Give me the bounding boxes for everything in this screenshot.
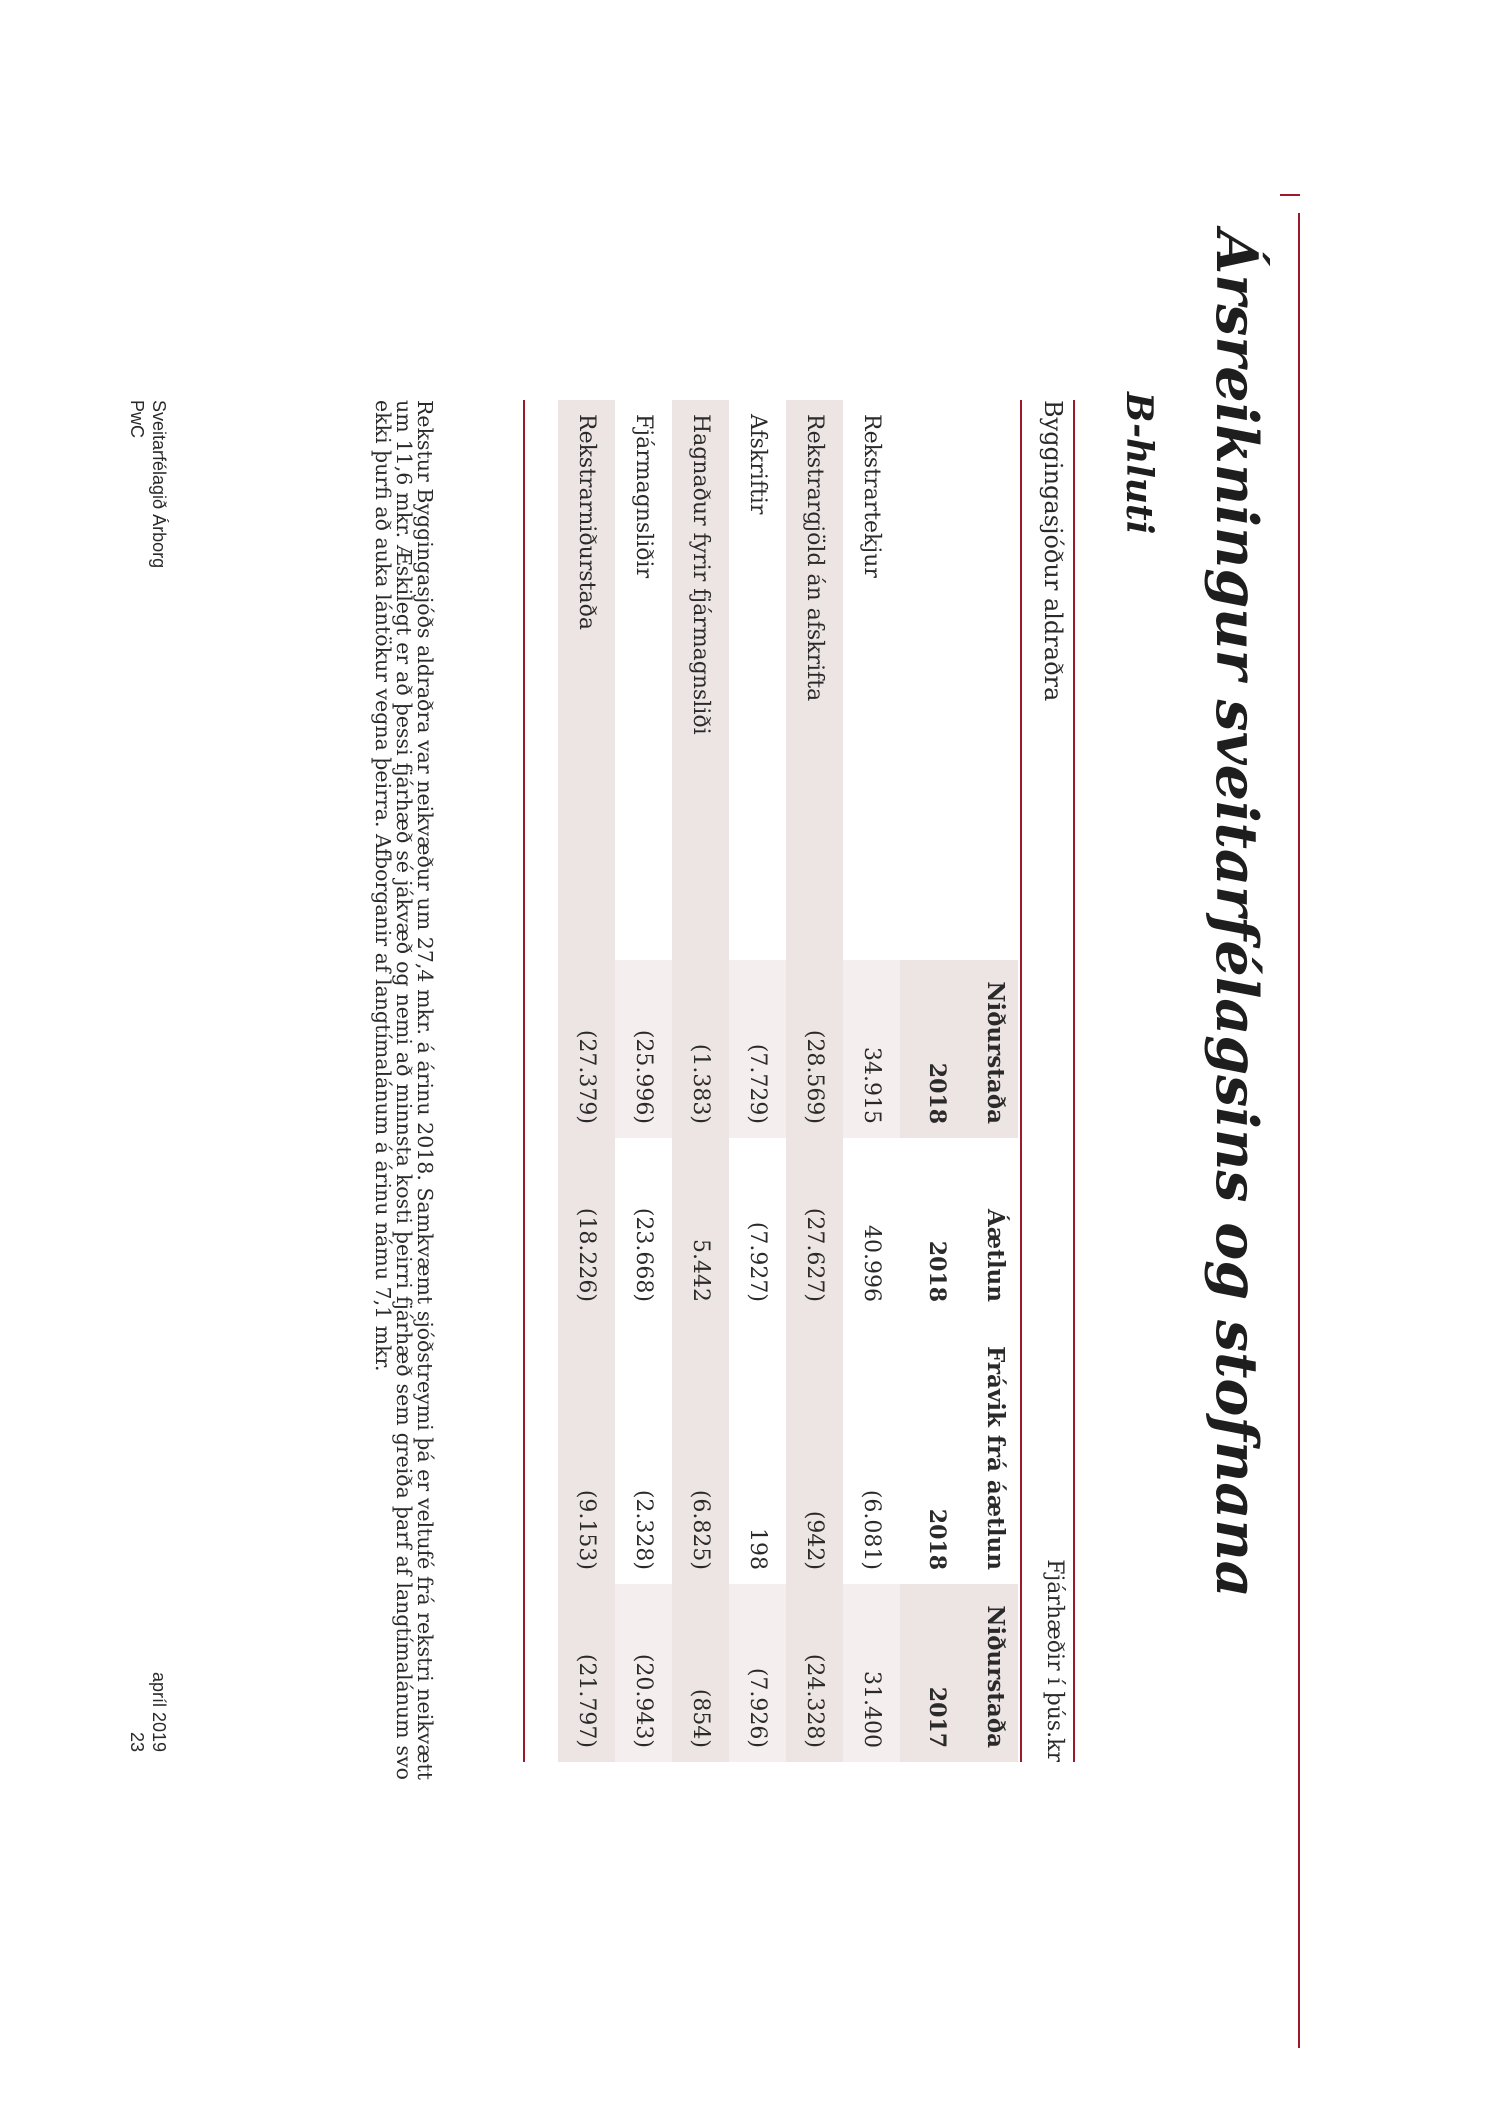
page-title: Ársreikningur sveitarfélagsins og stofnana (1203, 230, 1270, 1598)
cell-value: (854) (672, 1584, 729, 1762)
cell-value: 34.915 (843, 960, 900, 1138)
footer-firm: PwC (127, 400, 147, 439)
footer-right (126, 1672, 170, 1752)
cell-value: (2.328) (631, 1489, 656, 1570)
cell-value: (25.996) (615, 960, 672, 1138)
cell-value: (9.153) (558, 1316, 615, 1584)
row-label: Fjármagnsliðir (631, 414, 656, 579)
header-nidurstada-2017: Niðurstaða (974, 1584, 1018, 1762)
row-label: Hagnaður fyrir fjármagnsliði (672, 400, 729, 960)
table-row (786, 400, 843, 1762)
table-row (843, 400, 900, 1762)
cell-value: (1.383) (672, 960, 729, 1138)
cell-value: 40.996 (859, 1225, 884, 1302)
year-col-4: 2017 (900, 1584, 974, 1762)
unit-note: Fjárhæðir í þús.kr (1042, 1559, 1067, 1762)
year-col-2: 2018 (924, 1240, 950, 1302)
row-label: Afskriftir (745, 414, 770, 515)
table-row (672, 400, 729, 1762)
left-frame-tick (1280, 194, 1300, 196)
cell-value: (18.226) (558, 1138, 615, 1316)
cell-value: 5.442 (672, 1138, 729, 1316)
cell-value: (7.926) (729, 1584, 786, 1762)
top-frame-line (1298, 213, 1300, 2048)
financial-table (558, 400, 1018, 1762)
cell-value: (7.927) (745, 1221, 770, 1302)
cell-value: (24.328) (786, 1584, 843, 1762)
cell-value: (27.379) (558, 960, 615, 1138)
row-label: Rekstrargjöld án afskrifta (786, 400, 843, 960)
cell-value: (6.081) (859, 1489, 884, 1570)
cell-value: (28.569) (786, 960, 843, 1138)
header-nidurstada-2018: Niðurstaða (974, 960, 1018, 1138)
table-row (729, 400, 786, 1762)
header-aaetlun: Áætlun (982, 1208, 1010, 1302)
cell-value: 198 (745, 1528, 770, 1570)
header-fravik: Frávik frá áætlun (982, 1345, 1010, 1570)
footer-org: Sveitarfélagið Árborg (149, 400, 169, 569)
cell-value: (21.797) (558, 1584, 615, 1762)
cell-value: (942) (786, 1316, 843, 1584)
cell-value: 31.400 (843, 1584, 900, 1762)
year-col-1: 2018 (900, 960, 974, 1138)
year-row (900, 400, 974, 1762)
year-col-3: 2018 (924, 1508, 950, 1570)
row-label: Rekstrartekjur (859, 414, 884, 578)
cell-value: (23.668) (631, 1207, 656, 1302)
table-row (558, 400, 615, 1762)
table-row (615, 400, 672, 1762)
entity-name: Byggingasjóður aldraðra (1039, 400, 1067, 702)
table-top-rule (1073, 400, 1075, 1762)
footer-date: apríl 2019 (149, 1671, 169, 1752)
table-bottom-rule (523, 400, 525, 1762)
cell-value: (7.729) (729, 960, 786, 1138)
commentary-paragraph: Rekstur Byggingasjóðs aldraðra var neikvæður um 27,4 mkr. á árinu 2018. Samkvæmt sjóðstreymi þá er veltufé frá rekstri neikvætt um 11,6 mkr. Æskilegt er að þessi fjárhæð sé jákvæð og nemi að minnsta kosti þeirri fjárhæð sem greiða þarf af langtímalánum svo ekki þurfi að auka lántökur vegna þeirra. Afborganir af langtímalánum á árinu námu 7,1 mkr. (371, 400, 437, 1780)
header-rule (1020, 400, 1022, 1762)
cell-value: (6.825) (672, 1316, 729, 1584)
column-header-row (974, 400, 1018, 1762)
footer-left (126, 400, 170, 568)
row-label: Rekstrarniðurstaða (558, 400, 615, 960)
cell-value: (27.627) (786, 1138, 843, 1316)
section-heading: B-hluti (1118, 392, 1160, 535)
cell-value: (20.943) (615, 1584, 672, 1762)
page-number: 23 (127, 1731, 147, 1752)
